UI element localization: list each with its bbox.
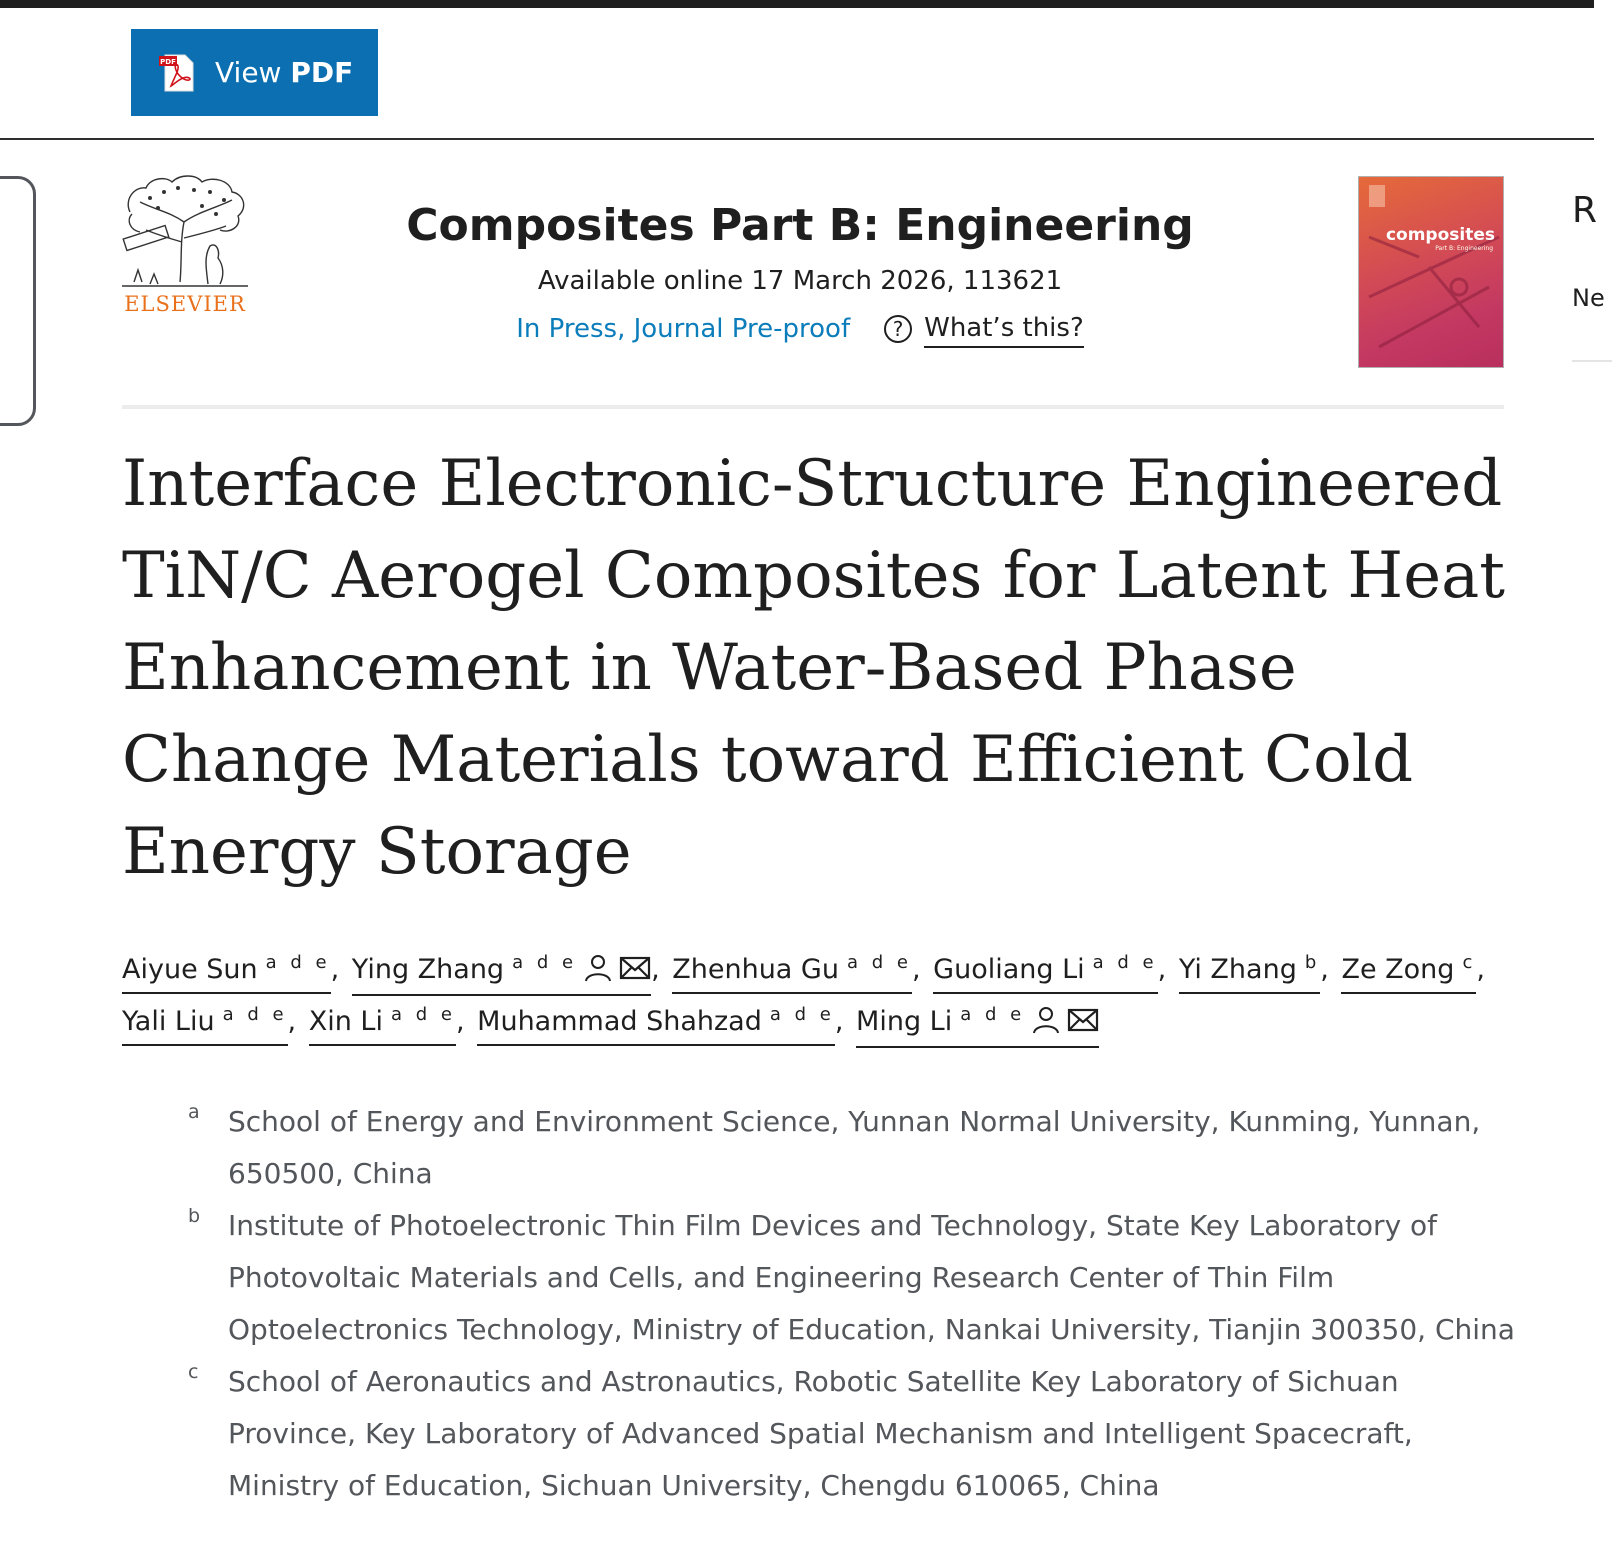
author-link[interactable]: Yi Zhang $^b$ bbox=[1179, 953, 1320, 994]
pdf-file-icon bbox=[157, 52, 199, 94]
right-side-panel bbox=[1568, 180, 1608, 380]
whats-this-link[interactable] bbox=[884, 310, 1084, 348]
cover-subtitle: Part B: Engineering bbox=[1435, 245, 1493, 252]
email-icon bbox=[1067, 1007, 1099, 1042]
author-link[interactable]: Xin Li $^{a d e}$ bbox=[309, 1005, 456, 1046]
affiliation-item bbox=[188, 1356, 1518, 1512]
author-link[interactable]: Yali Liu $^{a d e}$ bbox=[122, 1005, 288, 1046]
person-icon bbox=[1031, 1005, 1061, 1044]
affiliation-list bbox=[188, 1096, 1518, 1512]
journal-cover-image[interactable] bbox=[1358, 176, 1504, 368]
elsevier-tree-icon bbox=[120, 172, 250, 290]
affiliation-label: a bbox=[188, 1101, 200, 1123]
affiliation-item bbox=[188, 1096, 1518, 1200]
whats-this-label: What’s this? bbox=[924, 310, 1084, 348]
cover-title: composites bbox=[1385, 225, 1495, 245]
person-icon bbox=[583, 953, 613, 992]
affiliation-text: Institute of Photoelectronic Thin Film Devices and Technology, State Key Laboratory of Photovoltaic Materials and Cells, and Engineering Research Center of Thin Film Optoelectronics Technology, Ministry of Education, Nankai University, Tianjin 300350, China bbox=[228, 1209, 1515, 1346]
view-pdf-label: View PDF bbox=[215, 56, 354, 89]
press-status-link[interactable]: In Press, Journal Pre-proof bbox=[516, 314, 851, 344]
cover-artwork bbox=[1359, 177, 1505, 369]
affiliation-text: School of Aeronautics and Astronautics, Robotic Satellite Key Laboratory of Sichuan Province, Key Laboratory of Advanced Spatial Mechanism and Intelligent Spacecraft, Ministry of Education, Sichuan University, Chengdu 610065, China bbox=[228, 1365, 1413, 1502]
right-panel-divider bbox=[1572, 360, 1612, 362]
author-list: Aiyue Sun $^{a d e}$ , Ying Zhang $^{a d e}$ , Zhenhua Gu $^{a d e}$ , Guoliang Li $^{a d e}$ , Yi Zhang $^b$ , Ze Zong $^c$ , Yali Liu $^{a d e}$ , Xin Li $^{a d e}$ , Muhammad Shahzad $^{a d e}$ , Ming Li $^{a d e}$ bbox=[122, 944, 1532, 1048]
email-icon bbox=[619, 955, 651, 990]
article-title: Interface Electronic-Structure Engineered TiN/C Aerogel Composites for Latent Heat Enhancement in Water-Based Phase Change Materials toward Efficient Cold Energy Storage bbox=[122, 447, 1505, 889]
affiliation-item bbox=[188, 1200, 1518, 1356]
elsevier-logo[interactable] bbox=[120, 172, 250, 322]
publisher-name: ELSEVIER bbox=[124, 292, 246, 316]
author-link[interactable]: Ming Li $^{a d e}$ bbox=[856, 1005, 1099, 1048]
author-link[interactable]: Muhammad Shahzad $^{a d e}$ bbox=[477, 1005, 835, 1046]
header-divider bbox=[122, 405, 1504, 409]
affiliation-label: b bbox=[188, 1205, 201, 1227]
svg-text:PDF: PDF bbox=[160, 57, 176, 66]
author-link[interactable]: Ying Zhang $^{a d e}$ bbox=[352, 953, 651, 996]
affiliation-text: School of Energy and Environment Science, Yunnan Normal University, Kunming, Yunnan, 650500, China bbox=[228, 1105, 1481, 1190]
journal-header bbox=[300, 196, 1300, 348]
article-status-row bbox=[300, 310, 1300, 348]
toolbar bbox=[0, 8, 1594, 140]
journal-title[interactable]: Composites Part B: Engineering bbox=[406, 200, 1194, 251]
author-link[interactable]: Ze Zong $^c$ bbox=[1341, 953, 1476, 994]
author-link[interactable]: Zhenhua Gu $^{a d e}$ bbox=[672, 953, 912, 994]
affiliation-label: c bbox=[188, 1361, 199, 1383]
author-link[interactable]: Guoliang Li $^{a d e}$ bbox=[933, 953, 1157, 994]
author-link[interactable]: Aiyue Sun $^{a d e}$ bbox=[122, 953, 331, 994]
right-panel-heading: R bbox=[1572, 190, 1598, 231]
left-side-panel[interactable] bbox=[0, 176, 36, 426]
availability-date: Available online 17 March 2026, 113621 bbox=[537, 266, 1063, 296]
top-bar bbox=[0, 0, 1594, 8]
question-mark-icon: ? bbox=[884, 315, 912, 343]
view-pdf-button[interactable] bbox=[131, 29, 378, 116]
right-panel-text: Ne bbox=[1572, 284, 1605, 312]
